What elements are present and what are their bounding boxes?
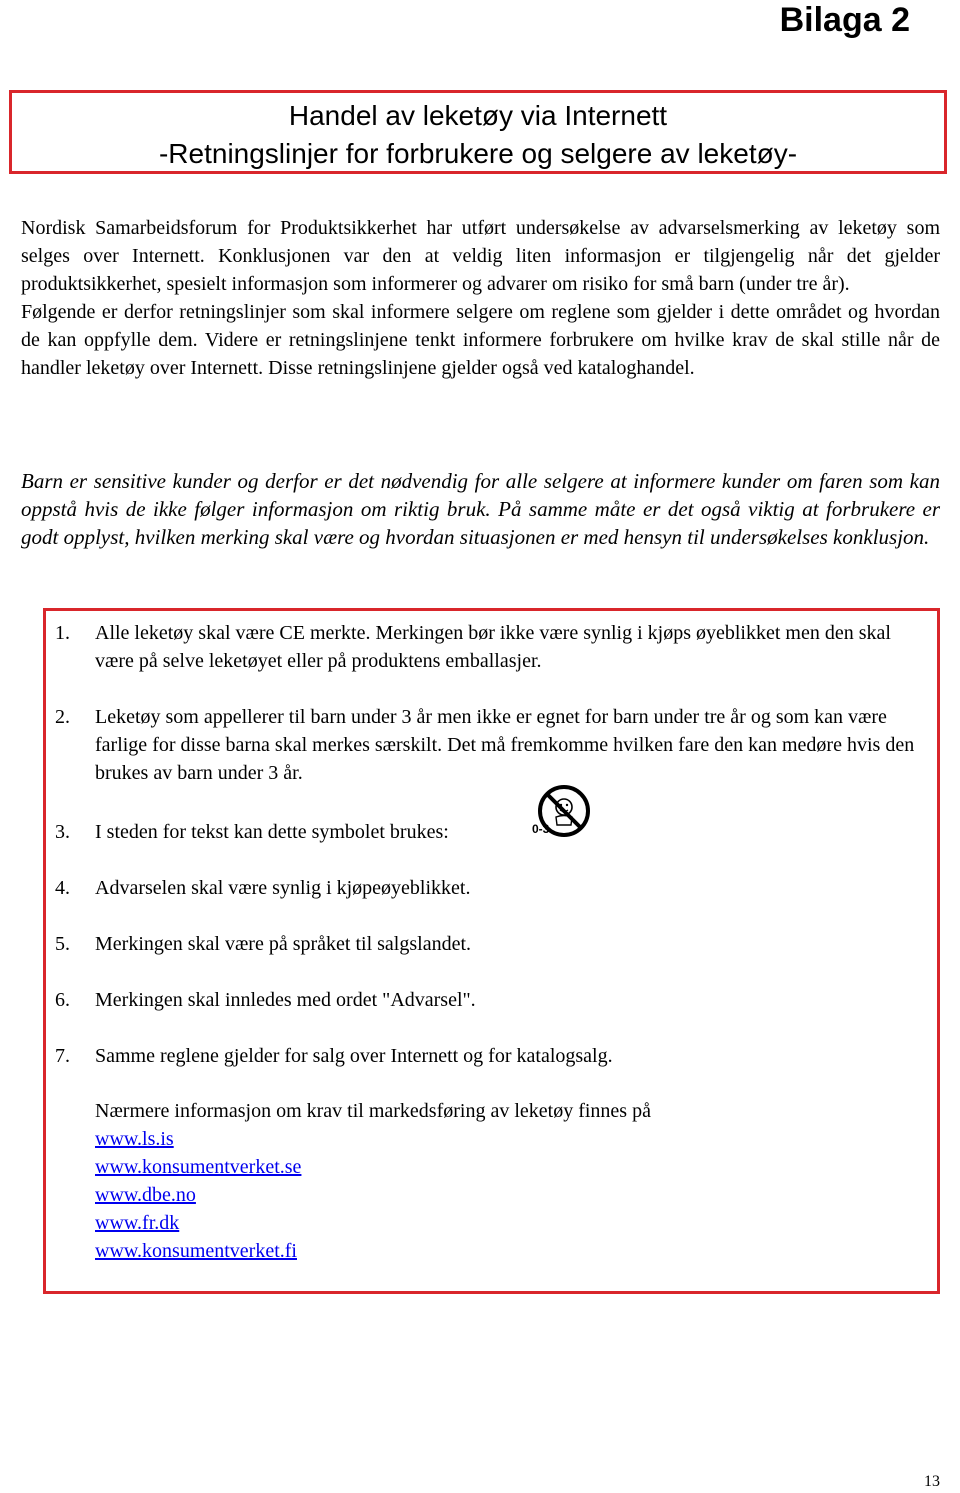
no-under-3-years-icon — [530, 783, 594, 847]
rule-text: Alle leketøy skal være CE merkte. Merkingen bør ikke være synlig i kjøps øyeblikket men den skal være på selve leketøyet eller på produktens emballasjer. — [95, 622, 891, 672]
rule-text: I steden for tekst kan dette symbolet brukes: — [95, 821, 449, 843]
rule-item-6 — [55, 986, 915, 1014]
info-intro: Nærmere informasjon om krav til markedsføring av leketøy finnes på — [95, 1100, 651, 1122]
rule-text: Leketøy som appellerer til barn under 3 år men ikke er egnet for barn under tre år og som kan være farlige for disse barna skal merkes særskilt. Det må fremkomme hvilken fare den kan medøre hvis den brukes av barn under 3 år. — [95, 706, 915, 784]
link-ls-is[interactable]: www.ls.is — [95, 1128, 174, 1150]
title-line-1: Handel av leketøy via Internett — [288, 100, 668, 131]
rule-text: Advarselen skal være synlig i kjøpeøyeblikket. — [95, 877, 471, 899]
rule-text: Merkingen skal innledes med ordet "Advarsel". — [95, 989, 476, 1011]
rule-item-3 — [55, 818, 915, 846]
info-block — [95, 1097, 651, 1265]
intro-paragraph-2: Følgende er derfor retningslinjer som skal informere selgere om reglene som gjelder i dette området og hvordan de kan oppfylle dem. Videre er retningslinjene tenkt informere forbrukere om hvilke krav de skal stille når de handler leketøy over Internett. Disse retningslinjene gjelder også ved kataloghandel. — [21, 301, 940, 379]
link-fr-dk[interactable]: www.fr.dk — [95, 1212, 180, 1234]
link-dbe-no[interactable]: www.dbe.no — [95, 1184, 196, 1206]
rule-item-2 — [55, 703, 915, 787]
rule-item-7 — [55, 1042, 915, 1070]
intro-section — [21, 214, 940, 382]
rules-box — [43, 608, 940, 1294]
rule-number: 3. — [55, 821, 70, 843]
intro-paragraph-1: Nordisk Samarbeidsforum for Produktsikkerhet har utført undersøkelse av advarselsmerking av leketøy som selges over Internett. Konklusjonen var den at veldig liten informasjon er tilgjengelig når det gjelder produktsikkerhet, spesielt informasjon som informerer og advarer om risiko for små barn (under tre år). — [21, 217, 940, 295]
rule-item-5 — [55, 930, 915, 958]
rule-number: 4. — [55, 877, 70, 899]
rule-text: Samme reglene gjelder for salg over Internett og for katalogsalg. — [95, 1045, 613, 1067]
link-konsumentverket-se[interactable]: www.konsumentverket.se — [95, 1156, 302, 1178]
rule-number: 2. — [55, 706, 70, 728]
rule-number: 5. — [55, 933, 70, 955]
page-number: 13 — [924, 1473, 940, 1490]
rule-number: 6. — [55, 989, 70, 1011]
appendix-label: Bilaga 2 — [779, 1, 910, 39]
title-box — [9, 90, 947, 174]
age-symbol-label: 0-3 — [532, 822, 550, 836]
rule-number: 1. — [55, 622, 70, 644]
rule-number: 7. — [55, 1045, 70, 1067]
rule-item-4 — [55, 874, 915, 902]
rule-text: Merkingen skal være på språket til salgslandet. — [95, 933, 472, 955]
italic-paragraph: Barn er sensitive kunder og derfor er det nødvendig for alle selgere at informere kunder om faren som kan oppstå hvis de ikke følger informasjon om riktig bruk. På samme måte er det også viktig at forbrukere er godt opplyst, hvilken merking skal være og hvordan situasjonen er med hensyn til undersøkelses konklusjon. — [21, 469, 940, 549]
title-line-2: -Retningslinjer for forbrukere og selgere av leketøy- — [158, 138, 798, 169]
link-konsumentverket-fi[interactable]: www.konsumentverket.fi — [95, 1240, 297, 1262]
rule-item-1 — [55, 619, 915, 675]
